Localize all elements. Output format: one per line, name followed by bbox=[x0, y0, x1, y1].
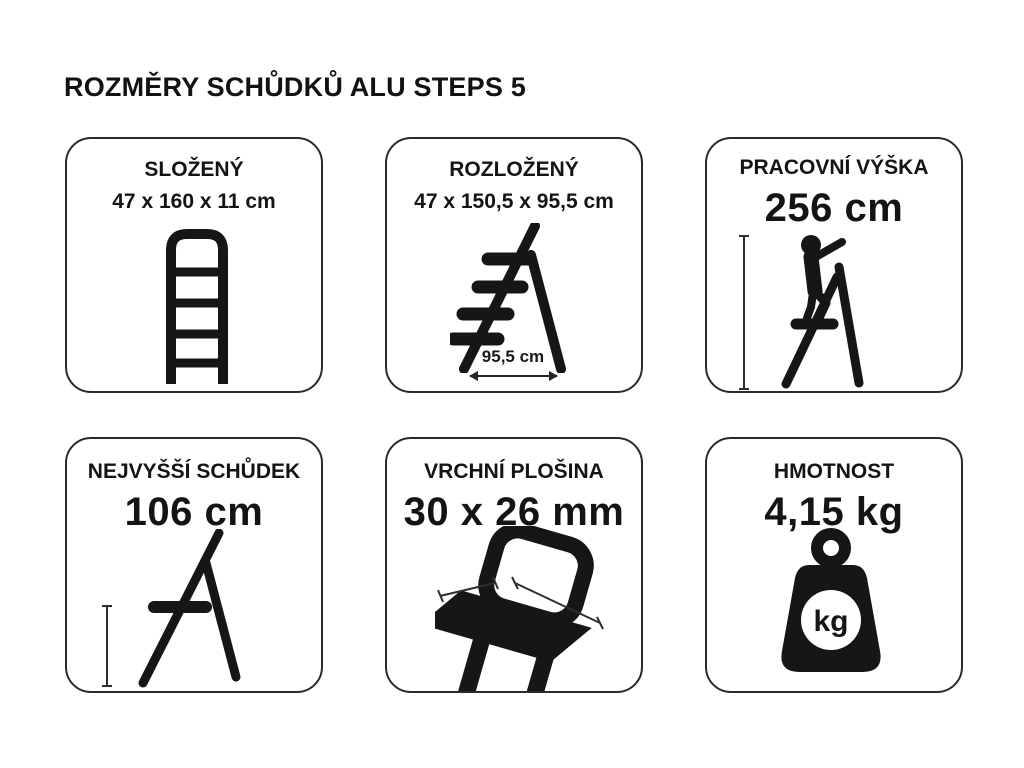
card-folded bbox=[65, 137, 323, 393]
card-working-height-value: 256 cm bbox=[764, 186, 904, 230]
card-unfolded bbox=[385, 137, 643, 393]
card-unfolded-value: 47 x 150,5 x 95,5 cm bbox=[414, 190, 614, 213]
card-folded-value: 47 x 160 x 11 cm bbox=[112, 190, 276, 213]
page-title: ROZMĚRY SCHŮDKŮ ALU STEPS 5 bbox=[64, 72, 526, 102]
card-weight-label: HMOTNOST bbox=[773, 460, 895, 483]
weight-unit-text: kg bbox=[813, 605, 849, 638]
card-top-platform bbox=[385, 437, 643, 693]
card-highest-step-label: NEJVYŠŠÍ SCHŮDEK bbox=[87, 460, 301, 483]
card-folded-label: SLOŽENÝ bbox=[144, 158, 244, 181]
card-unfolded-label: ROZLOŽENÝ bbox=[449, 158, 579, 181]
folded-ladder-icon bbox=[165, 228, 229, 384]
card-working-height bbox=[705, 137, 963, 393]
weight-icon bbox=[766, 527, 901, 675]
card-working-height-label: PRACOVNÍ VÝŠKA bbox=[739, 156, 929, 179]
top-platform-icon bbox=[435, 526, 625, 693]
card-weight bbox=[705, 437, 963, 693]
card-highest-step bbox=[65, 437, 323, 693]
person-on-stepladder-icon bbox=[769, 231, 879, 391]
card-top-platform-value: 30 x 26 mm bbox=[403, 490, 625, 534]
width-dimension-arrow bbox=[470, 375, 557, 377]
step-measure-line bbox=[106, 605, 108, 687]
stepladder-side-icon bbox=[131, 529, 246, 689]
width-dimension-label: 95,5 cm bbox=[481, 347, 545, 366]
card-weight-value: 4,15 kg bbox=[764, 490, 904, 534]
card-highest-step-value: 106 cm bbox=[124, 490, 264, 534]
card-top-platform-label: VRCHNÍ PLOŠINA bbox=[424, 460, 604, 483]
height-measure-line bbox=[743, 235, 745, 390]
